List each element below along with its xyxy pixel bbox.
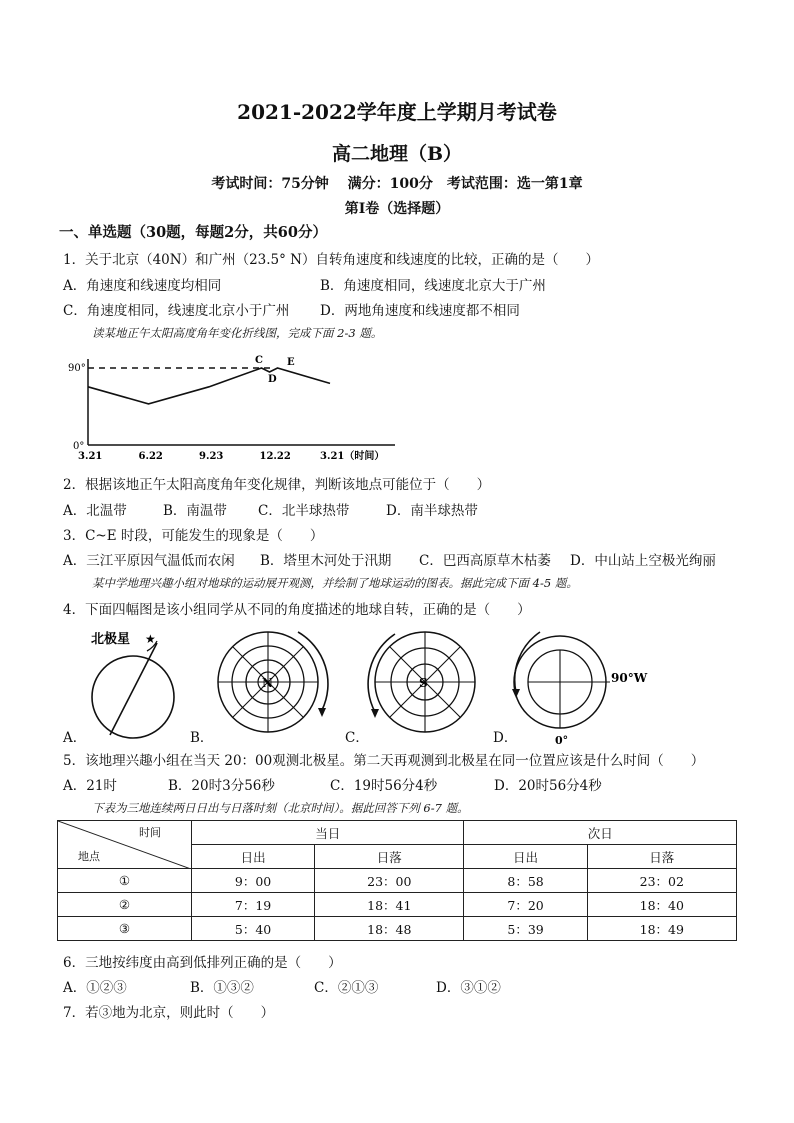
exam-title: 2021-2022学年度上学期月考试卷: [237, 100, 557, 124]
q3-option-a: A．三江平原因气温低而农闲: [63, 553, 235, 569]
q5-option-b: B．20时3分56秒: [168, 778, 275, 794]
q2-option-a: A．北温带: [63, 503, 127, 519]
sunrise-cell: 9：00: [192, 869, 315, 893]
sun-altitude-chart: [60, 345, 400, 465]
star-icon: ★: [145, 632, 156, 646]
table-row: [58, 869, 737, 893]
x-tick-label: 9.23: [199, 451, 224, 462]
q4-option-c: C．: [345, 730, 369, 746]
q6-option-a: A．①②③: [63, 980, 127, 996]
q4-option-a: A．: [63, 730, 87, 746]
x-tick-label: 6.22: [138, 451, 163, 462]
intro-q4-5: 某中学地理兴趣小组对地球的运动展开观测，并绘制了地球运动的图表。据此完成下面 4-5 题。: [92, 576, 578, 590]
q5-option-a: A．21时: [63, 778, 117, 794]
x-tick-label: 12.22: [259, 451, 291, 462]
question-7-stem: 7．若③地为北京，则此时（ ）: [63, 1005, 275, 1021]
figure-b: [212, 622, 332, 742]
header-sunset: 日落: [587, 845, 736, 869]
exam-subtitle: 高二地理（B）: [331, 143, 463, 165]
x-tick-label: 3.21: [78, 451, 103, 462]
x-tick-label: 3.21（时间）: [320, 451, 385, 462]
figure-c: [365, 622, 485, 742]
sunset-cell: 18：41: [315, 893, 464, 917]
q1-option-b: B．角速度相同，线速度北京大于广州: [320, 278, 546, 294]
q5-option-d: D．20时56分4秒: [494, 778, 602, 794]
q6-option-b: B．①③②: [190, 980, 254, 996]
north-pole-label: N: [262, 676, 273, 690]
figure-a: [85, 625, 185, 740]
sunrise-cell: 7：20: [464, 893, 587, 917]
point-c-label: C: [255, 355, 263, 366]
lon-0-label: 0°: [555, 734, 569, 747]
q3-option-d: D．中山站上空极光绚丽: [570, 553, 716, 569]
sunrise-cell: 8：58: [464, 869, 587, 893]
figure-d: [510, 622, 660, 752]
question-1-stem: 1．关于北京（40N）和广州（23.5° N）自转角速度和线速度的比较，正确的是（ ）: [63, 252, 599, 268]
sunrise-cell: 5：39: [464, 917, 587, 941]
question-3-stem: 3．C~E 时段，可能发生的现象是（ ）: [63, 528, 324, 544]
corner-time-label: 时间: [139, 826, 161, 839]
sunset-cell: 18：40: [587, 893, 736, 917]
y-label-90: 90°: [68, 363, 86, 374]
q6-option-d: D．③①②: [436, 980, 501, 996]
intro-q2-3: 读某地正午太阳高度角年变化折线图，完成下面 2-3 题。: [92, 326, 383, 340]
question-4-stem: 4．下面四幅图是该小组同学从不同的角度描述的地球自转，正确的是（ ）: [63, 602, 531, 618]
point-d-label: D: [268, 374, 277, 385]
place-cell: ②: [58, 893, 192, 917]
lon-90w-label: 90°W: [611, 671, 648, 685]
q1-option-d: D．两地角速度和线速度都不相同: [320, 303, 520, 319]
header-day1: 当日: [192, 821, 464, 845]
q4-option-d: D．: [493, 730, 518, 746]
table-row: [58, 893, 737, 917]
q3-option-c: C．巴西高原草木枯萎: [419, 553, 551, 569]
table-row: [58, 917, 737, 941]
q1-option-c: C．角速度相同，线速度北京小于广州: [63, 303, 290, 319]
corner-place-label: 地点: [78, 850, 100, 863]
sunset-cell: 23：00: [315, 869, 464, 893]
question-5-stem: 5．该地理兴趣小组在当天 20：00观测北极星。第二天再观测到北极星在同一位置应该是什么时间（ ）: [63, 753, 705, 769]
sunset-cell: 18：49: [587, 917, 736, 941]
sunrise-cell: 7：19: [192, 893, 315, 917]
point-e-label: E: [287, 357, 295, 368]
q4-option-b: B．: [190, 730, 214, 746]
sunrise-cell: 5：40: [192, 917, 315, 941]
q3-option-b: B．塔里木河处于汛期: [260, 553, 392, 569]
intro-q6-7: 下表为三地连续两日日出与日落时刻（北京时间）。据此回答下列 6-7 题。: [92, 801, 469, 815]
table-corner-cell: [58, 821, 192, 869]
q5-option-c: C．19时56分4秒: [330, 778, 438, 794]
south-pole-label: S: [419, 676, 428, 690]
sunset-cell: 18：48: [315, 917, 464, 941]
header-sunrise: 日出: [192, 845, 315, 869]
sunrise-sunset-table: [57, 820, 737, 941]
question-2-stem: 2．根据该地正午太阳高度角年变化规律，判断该地点可能位于（ ）: [63, 477, 491, 493]
question-6-stem: 6．三地按纬度由高到低排列正确的是（ ）: [63, 955, 342, 971]
q1-option-a: A．角速度和线速度均相同: [63, 278, 222, 294]
section-title: 第I卷（选择题）: [344, 201, 450, 217]
sun-altitude-series: [88, 368, 330, 404]
header-sunrise: 日出: [464, 845, 587, 869]
y-label-0: 0°: [73, 441, 85, 452]
q2-option-c: C．北半球热带: [258, 503, 350, 519]
q6-option-c: C．②①③: [314, 980, 379, 996]
q2-option-b: B．南温带: [163, 503, 227, 519]
exam-meta: 考试时间：75分钟 满分：100分 考试范围：选一第1章: [211, 176, 583, 192]
header-day2: 次日: [464, 821, 737, 845]
polaris-label: 北极星: [91, 632, 131, 647]
place-cell: ③: [58, 917, 192, 941]
sunset-cell: 23：02: [587, 869, 736, 893]
header-sunset: 日落: [315, 845, 464, 869]
q2-option-d: D．南半球热带: [386, 503, 478, 519]
part-heading: 一、单选题（30题，每题2分，共60分）: [59, 224, 327, 241]
place-cell: ①: [58, 869, 192, 893]
